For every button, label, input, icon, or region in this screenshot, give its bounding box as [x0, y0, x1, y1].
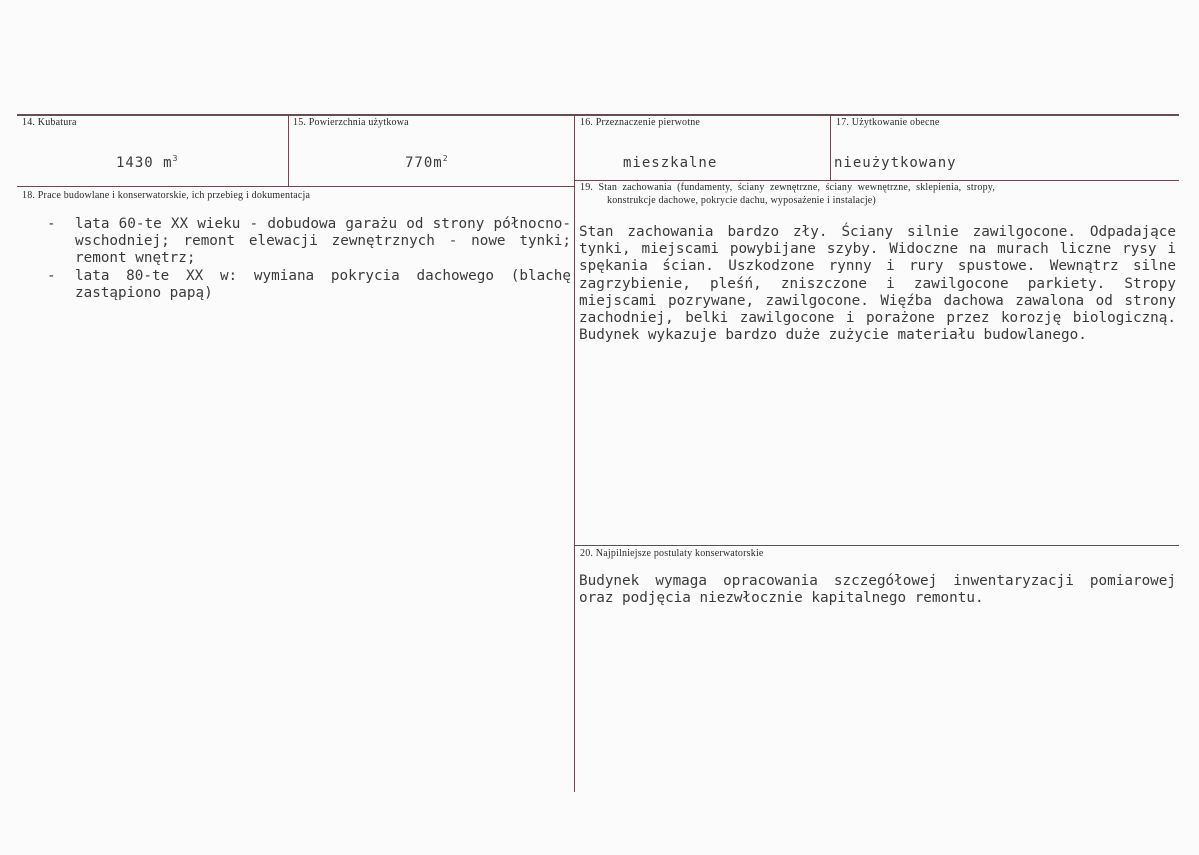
field15-number: 770m [405, 155, 443, 171]
list-item: - lata 80-te XX w: wymiana pokrycia dachowego (blachę zastąpiono papą) [17, 268, 571, 302]
field20-text: Budynek wymaga opracowania szczegółowej inwentaryzacji pomiarowej oraz podjęcia niezwłocznie kapitalnego remontu. [579, 573, 1176, 607]
field14-unit-sup: 3 [172, 154, 179, 163]
field14-label: 14. Kubatura [22, 117, 77, 128]
field20-top [575, 545, 1179, 546]
field15-label: 15. Powierzchnia użytkowa [293, 117, 409, 128]
row1-bottom-right [575, 180, 1179, 181]
field17-value: nieużytkowany [834, 155, 957, 171]
list-item: - lata 60-te XX wieku - dobudowa garażu od strony północno-wschodniej; remont elewacji zewnętrznych - nowe tynki; remont wnętrz; [17, 216, 571, 268]
field14-value [116, 154, 178, 171]
field16-value: mieszkalne [623, 155, 718, 171]
top-border [17, 114, 1179, 116]
field19-text: Stan zachowania bardzo zły. Ściany silnie zawilgocone. Odpadające tynki, miejscami powybijane szyby. Widoczne na murach liczne rysy i spękania ścian. Uszkodzone rynny i rury spustowe. Wewnątrz silne zagrzybienie, pleśń, zniszczone i zawilgocone parkiety. Stropy miejscami pozrywane, zawilgocone. Więźba dachowa zawalona od strony zachodniej, belki zawilgocone i porażone przez korozję biologiczną. Budynek wykazuje bardzo duże zużycie materiału budowlanego. [579, 224, 1176, 344]
divider-16-17 [830, 114, 831, 180]
field15-value [405, 154, 449, 171]
field20-label: 20. Najpilniejsze postulaty konserwatorskie [580, 548, 764, 559]
divider-14-15 [288, 114, 289, 186]
field19-label-line1: 19. Stan zachowania (fundamenty, ściany zewnętrzne, ściany wewnętrzne, sklepienia, stropy, [580, 182, 996, 193]
field18-list [17, 216, 571, 302]
field17-label: 17. Użytkowanie obecne [836, 117, 940, 128]
field14-number: 1430 m [116, 155, 173, 171]
field16-label: 16. Przeznaczenie pierwotne [580, 117, 701, 128]
field19-label-line2: konstrukcje dachowe, pokrycie dachu, wyposażenie i instalacje) [607, 195, 876, 206]
field18-label: 18. Prace budowlane i konserwatorskie, ich przebieg i dokumentacja [22, 190, 311, 201]
row1-bottom-left [17, 186, 575, 187]
field15-unit-sup: 2 [442, 154, 449, 163]
main-divider [574, 114, 575, 792]
